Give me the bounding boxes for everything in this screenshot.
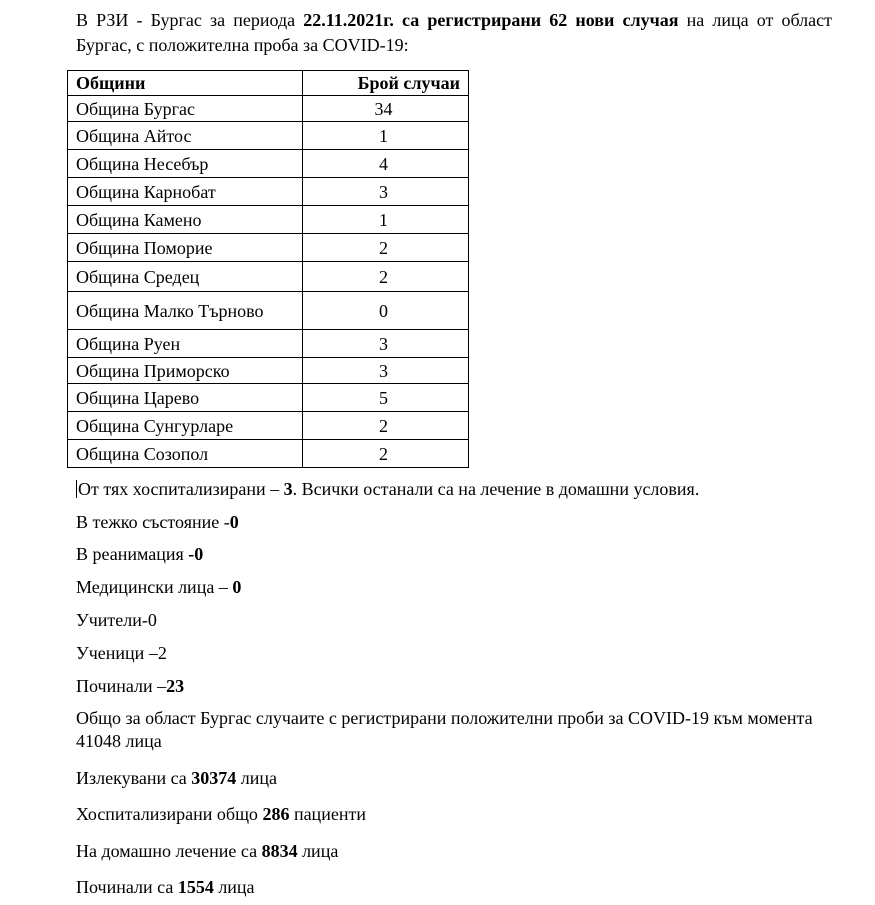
table-row bbox=[68, 384, 469, 412]
table-row bbox=[68, 440, 469, 468]
home-treatment-line bbox=[76, 840, 338, 862]
hospitalized-total-label: Хоспитализирани общо bbox=[76, 804, 263, 824]
icu-line bbox=[76, 543, 203, 565]
municipality-name: Община Камено bbox=[68, 206, 303, 234]
case-count: 2 bbox=[303, 262, 469, 292]
intro-date-phrase: 22.11.2021г. са регистрирани 62 нови случая bbox=[303, 10, 679, 30]
cases-table bbox=[67, 70, 469, 468]
case-count: 34 bbox=[303, 96, 469, 122]
cured-label: Излекувани са bbox=[76, 768, 192, 788]
table-row bbox=[68, 412, 469, 440]
medical-staff-label: Медицински лица – bbox=[76, 577, 233, 597]
cured-value: 30374 bbox=[191, 768, 237, 788]
table-row bbox=[68, 122, 469, 150]
table-row bbox=[68, 178, 469, 206]
municipality-name: Община Несебър bbox=[68, 150, 303, 178]
hospitalized-label: От тях хоспитализирани – bbox=[78, 479, 284, 499]
students-line: Ученици –2 bbox=[76, 643, 167, 663]
intro-part-1: В РЗИ - Бургас за периода bbox=[76, 10, 304, 30]
municipality-name: Община Царево bbox=[68, 384, 303, 412]
case-count: 2 bbox=[303, 234, 469, 262]
municipality-name: Община Бургас bbox=[68, 96, 303, 122]
deaths-total-value: 1554 bbox=[177, 877, 214, 897]
icu-value: -0 bbox=[188, 544, 204, 564]
text-cursor bbox=[76, 480, 77, 498]
table-row bbox=[68, 358, 469, 384]
hospitalized-line bbox=[76, 478, 699, 500]
case-count: 1 bbox=[303, 206, 469, 234]
municipality-name: Община Айтос bbox=[68, 122, 303, 150]
deceased-line bbox=[76, 675, 184, 697]
case-count: 3 bbox=[303, 358, 469, 384]
municipality-name: Община Созопол bbox=[68, 440, 303, 468]
municipality-name: Община Приморско bbox=[68, 358, 303, 384]
case-count: 5 bbox=[303, 384, 469, 412]
case-count: 1 bbox=[303, 122, 469, 150]
table-row bbox=[68, 292, 469, 330]
severe-line bbox=[76, 511, 239, 533]
municipality-name: Община Малко Търново bbox=[68, 292, 303, 330]
header-municipality: Общини bbox=[68, 71, 303, 96]
deceased-label: Починали – bbox=[76, 676, 167, 696]
hospitalized-total-unit: пациенти bbox=[289, 804, 366, 824]
hospitalized-total-line bbox=[76, 803, 366, 825]
table-row bbox=[68, 330, 469, 358]
table-row bbox=[68, 234, 469, 262]
table-row bbox=[68, 262, 469, 292]
table-row bbox=[68, 96, 469, 122]
cured-line bbox=[76, 767, 277, 789]
municipality-name: Община Руен bbox=[68, 330, 303, 358]
cured-unit: лица bbox=[236, 768, 278, 788]
deaths-total-label: Починали са bbox=[76, 877, 178, 897]
table-header-row bbox=[68, 71, 469, 96]
municipality-name: Община Сунгурларе bbox=[68, 412, 303, 440]
home-treatment-value: 8834 bbox=[261, 841, 298, 861]
case-count: 4 bbox=[303, 150, 469, 178]
hospitalized-total-value: 286 bbox=[262, 804, 290, 824]
medical-staff-line bbox=[76, 576, 241, 598]
teachers-line: Учители-0 bbox=[76, 610, 157, 630]
icu-label: В реанимация bbox=[76, 544, 189, 564]
table-row bbox=[68, 206, 469, 234]
deaths-total-line bbox=[76, 876, 255, 898]
case-count: 2 bbox=[303, 440, 469, 468]
medical-staff-value: 0 bbox=[232, 577, 242, 597]
hospitalized-value: 3 bbox=[283, 479, 293, 499]
deaths-total-unit: лица bbox=[213, 877, 255, 897]
total-cases-line: Общо за област Бургас случаите с регистрирани положителни проби за COVID-19 към момента 41048 лица bbox=[76, 708, 813, 751]
table-row bbox=[68, 150, 469, 178]
intro-part-2: на лица от област Бургас, с положителна проба за COVID-19: bbox=[76, 10, 832, 55]
case-count: 0 bbox=[303, 292, 469, 330]
municipality-name: Община Средец bbox=[68, 262, 303, 292]
municipality-name: Община Карнобат bbox=[68, 178, 303, 206]
home-treatment-unit: лица bbox=[297, 841, 339, 861]
case-count: 2 bbox=[303, 412, 469, 440]
intro-paragraph bbox=[76, 8, 832, 58]
hospitalized-note: . Всички останали са на лечение в домашни условия. bbox=[292, 479, 700, 499]
home-treatment-label: На домашно лечение са bbox=[76, 841, 262, 861]
deceased-value: 23 bbox=[166, 676, 185, 696]
municipality-name: Община Поморие bbox=[68, 234, 303, 262]
header-case-count: Брой случаи bbox=[303, 71, 469, 96]
severe-value: 0 bbox=[229, 512, 239, 532]
case-count: 3 bbox=[303, 330, 469, 358]
case-count: 3 bbox=[303, 178, 469, 206]
severe-label: В тежко състояние - bbox=[76, 512, 230, 532]
